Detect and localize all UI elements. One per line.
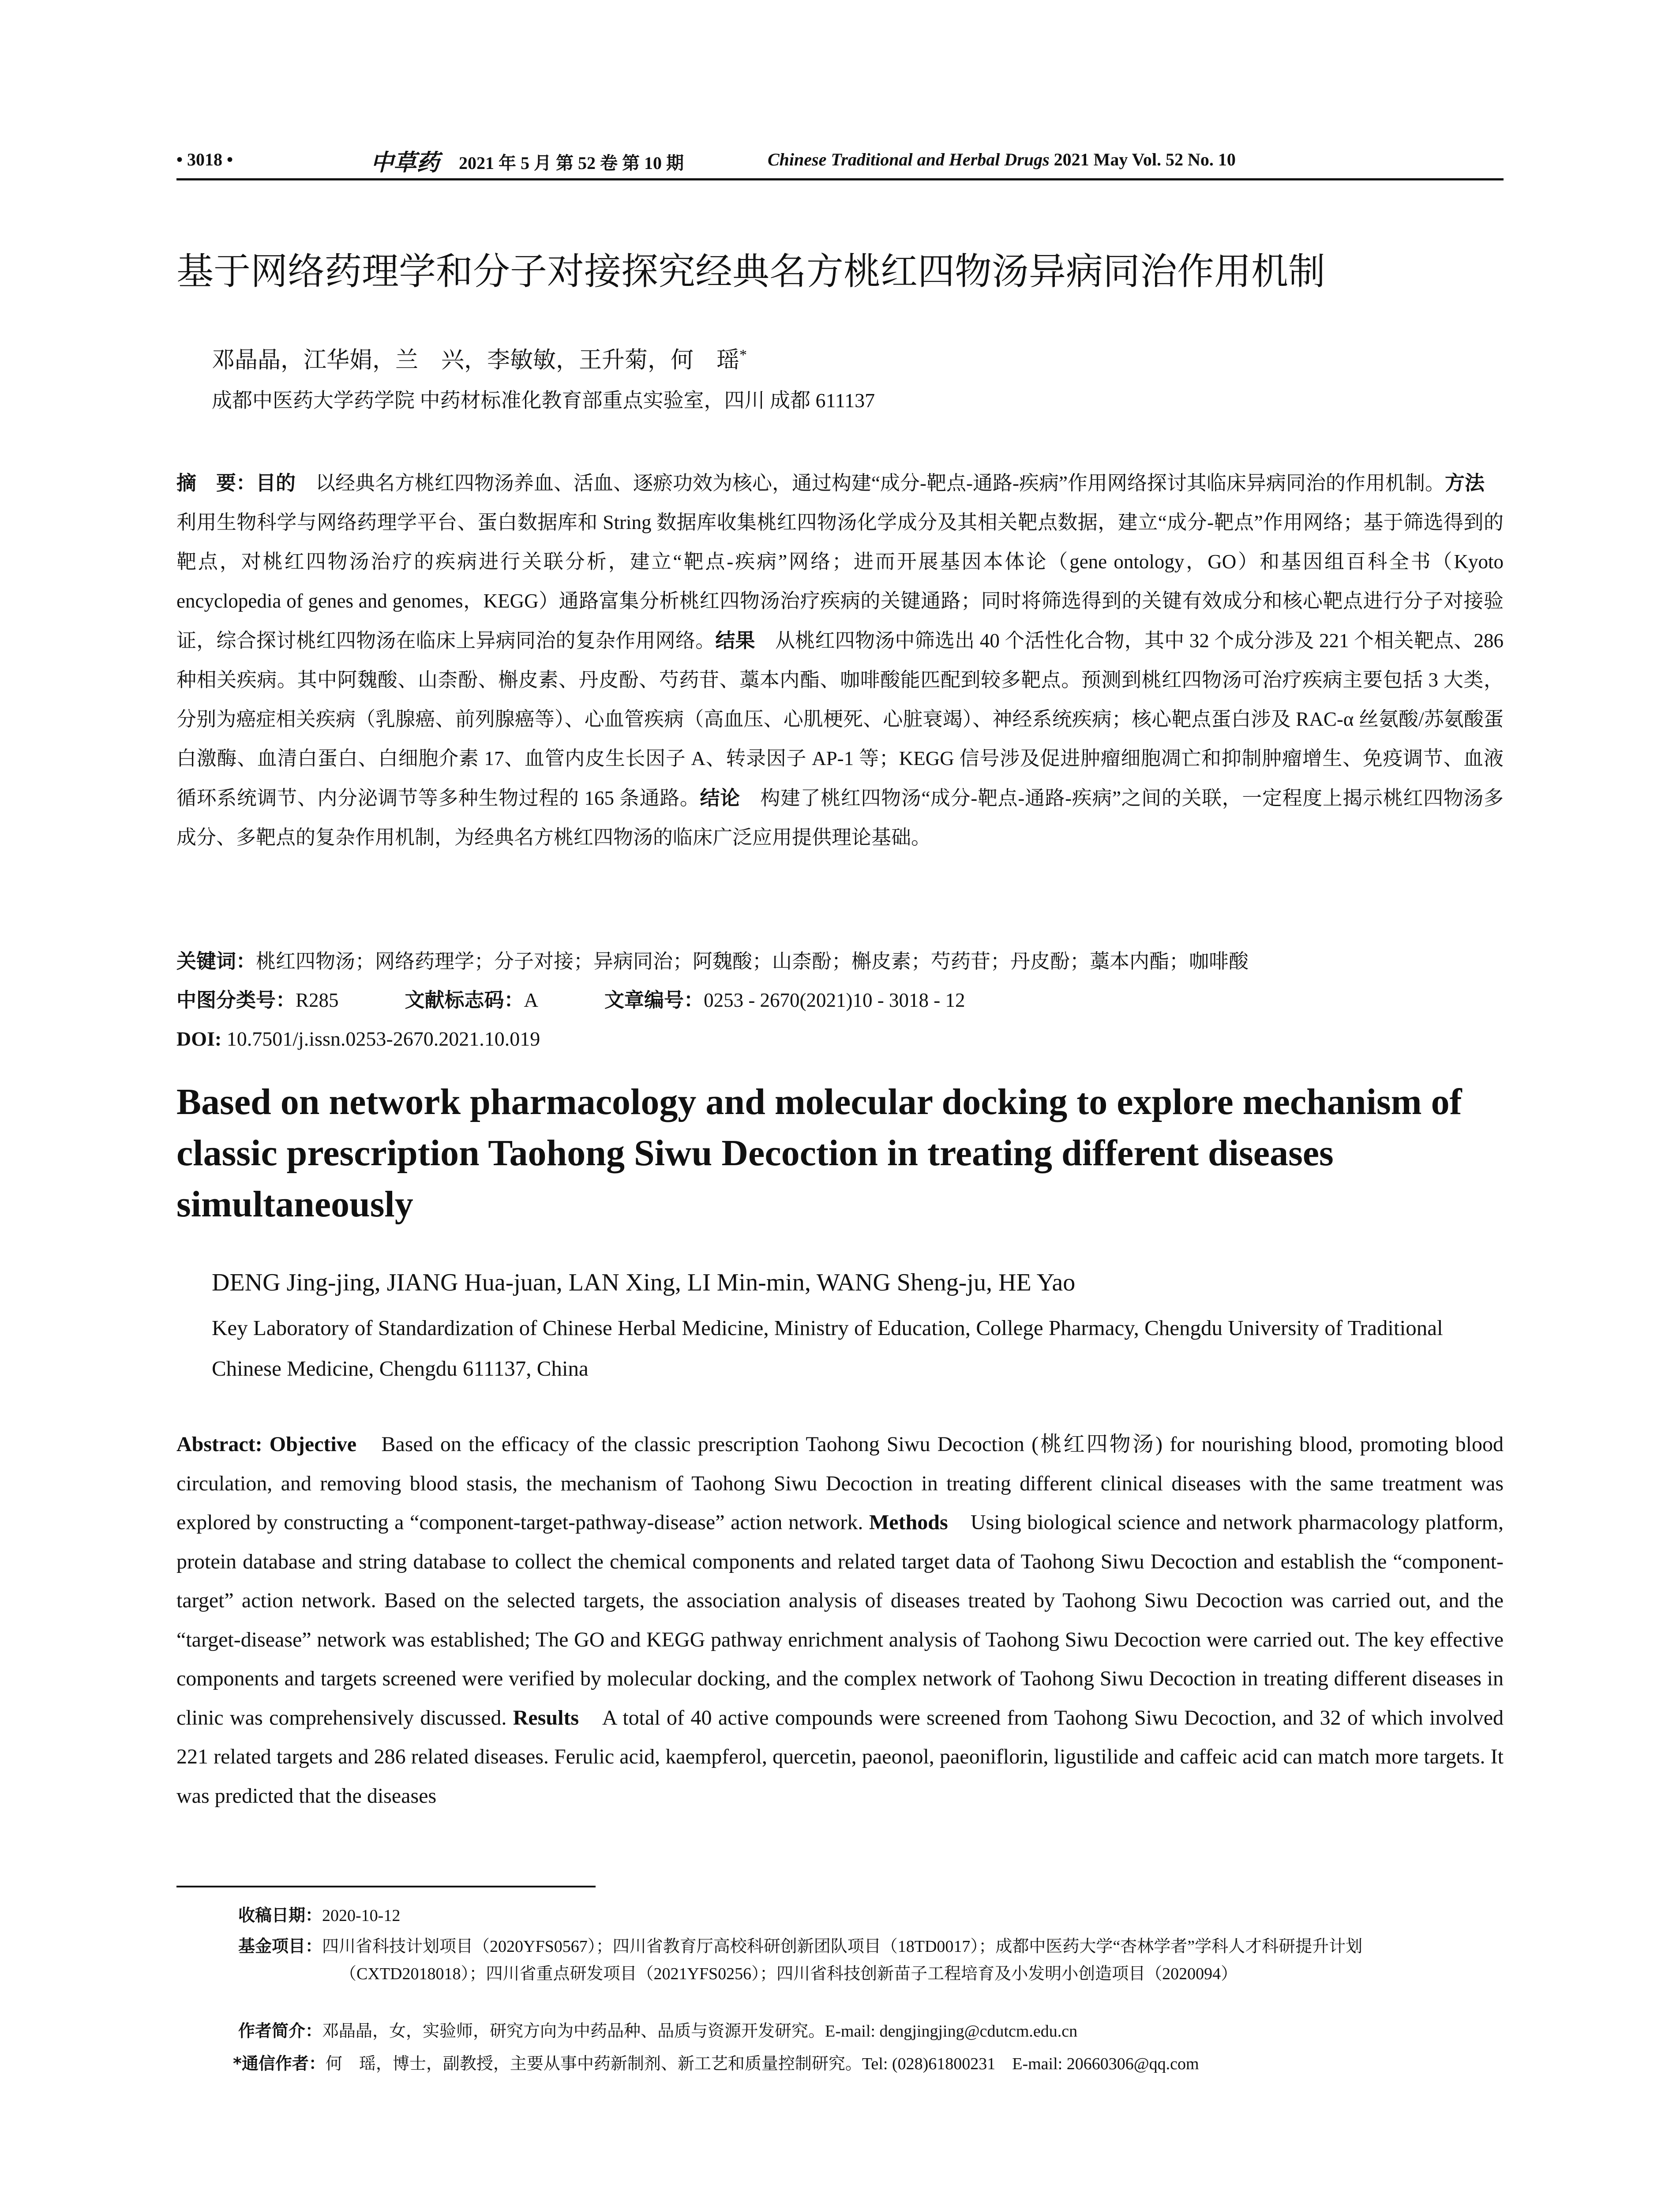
authors-en: DENG Jing-jing, JIANG Hua-juan, LAN Xing, LI Min-min, WANG Sheng-ju, HE Yao <box>212 1269 1076 1296</box>
clc-label: 中图分类号： <box>176 988 296 1012</box>
doi-line <box>176 1019 1504 1058</box>
doi-label: DOI: <box>176 1028 222 1050</box>
footnote-corresponding <box>233 2050 1199 2078</box>
corresponding-label: *通信作者： <box>233 2054 326 2073</box>
results-text-en: A total of 40 active compounds were screened from Taohong Siwu Decoction, and 32 of which involved 221 related targets and 286 related diseases. Ferulic acid, kaempferol, quercetin, paeonol, paeoniflorin, ligustilide and caffeic acid can match more targets. It was predicted that the diseases <box>176 1706 1504 1808</box>
title-cn: 基于网络药理学和分子对接探究经典名方桃红四物汤异病同治作用机制 <box>176 250 1326 293</box>
issue-volume-en: 2021 May Vol. 52 No. 10 <box>1049 150 1236 169</box>
keywords-text: 桃红四物汤；网络药理学；分子对接；异病同治；阿魏酸；山柰酚；槲皮素；芍药苷；丹皮酚；藁本内酯；咖啡酸 <box>256 950 1249 972</box>
results-label-en: Results <box>513 1706 579 1730</box>
affiliation-cn: 成都中医药大学药学院 中药材标准化教育部重点实验室，四川 成都 611137 <box>212 389 875 412</box>
funding-label: 基金项目： <box>238 1936 322 1956</box>
received-label: 收稿日期： <box>238 1906 322 1925</box>
objective-text-en: Based on the efficacy of the classic prescription Taohong Siwu Decoction (桃红四物汤) for nourishing blood, promoting blood circulation, and removing blood stasis, the mechanism of Taohong Siwu Decoction in treating different clinical diseases with the same treatment was explored by constructing a “component-target-pathway-disease” action network. <box>176 1433 1504 1534</box>
results-text-cn: 从桃红四物汤中筛选出 40 个活性化合物，其中 32 个成分涉及 221 个相关靶点、286 种相关疾病。其中阿魏酸、山柰酚、槲皮素、丹皮酚、芍药苷、藁本内酯、咖啡酸能匹配到较多靶点。预测到桃红四物汤可治疗疾病主要包括 3 大类，分别为癌症相关疾病（乳腺癌、前列腺癌等）、心血管疾病（高血压、心肌梗死、心脏衰竭）、神经系统疾病；核心靶点蛋白涉及 RAC-α 丝氨酸/苏氨酸蛋白激酶、血清白蛋白、白细胞介素 17、血管内皮生长因子 A、转录因子 AP-1 等；KEGG 信号涉及促进肿瘤细胞凋亡和抑制肿瘤增生、免疫调节、血液循环系统调节、内分泌调节等多种生物过程的 165 条通路。 <box>176 630 1504 809</box>
running-header <box>176 140 1504 183</box>
corresponding-mark: * <box>739 347 747 363</box>
footnote-funding <box>238 1932 1504 1988</box>
abstract-cn <box>176 463 1504 857</box>
issue-info-cn: 2021 年 5 月 第 52 卷 第 10 期 <box>459 153 684 173</box>
doc-code-value: A <box>524 989 539 1011</box>
methods-label-cn: 方法 <box>1444 471 1485 495</box>
article-no-label: 文章编号： <box>604 988 704 1012</box>
received-date: 2020-10-12 <box>322 1906 401 1925</box>
doi-value[interactable]: 10.7501/j.issn.0253-2670.2021.10.019 <box>221 1028 540 1050</box>
author-bio-text: 邓晶晶，女，实验师，研究方向为中药品种、品质与资源开发研究。E-mail: dengjingjing@cdutcm.edu.cn <box>322 2022 1078 2041</box>
journal-name-en: Chinese Traditional and Herbal Drugs <box>768 150 1050 169</box>
methods-label-en: Methods <box>869 1511 948 1534</box>
affiliation-en: Key Laboratory of Standardization of Chinese Herbal Medicine, Ministry of Education, College Pharmacy, Chengdu University of Traditional Chinese Medicine, Chengdu 611137, China <box>212 1316 1443 1381</box>
footnote-author-bio <box>238 2017 1077 2045</box>
corresponding-text: 何 瑶，博士，副教授，主要从事中药新制剂、新工艺和质量控制研究。Tel: (028)61800231 E-mail: 20660306@qq.com <box>325 2055 1199 2073</box>
results-label-cn: 结果 <box>715 629 755 652</box>
doc-code-label: 文献标志码： <box>405 988 524 1012</box>
author-list-cn: 邓晶晶，江华娟，兰 兴，李敏敏，王升菊，何 瑶 <box>212 348 740 373</box>
author-bio-label: 作者简介： <box>238 2021 322 2041</box>
footnote-received <box>238 1902 400 1929</box>
methods-text-en: Using biological science and network pharmacology platform, protein database and string database to collect the chemical components and related target data of Taohong Siwu Decoction and establish the “component-target” action network. Based on the selected targets, the association analysis of diseases treated by Taohong Siwu Decoction was carried out, and the “target-disease” network was established; The GO and KEGG pathway enrichment analysis of Taohong Siwu Decoction were carried out. The key effective components and targets screened were verified by molecular docking, and the complex network of Taohong Siwu Decoction in treating different diseases in clinic was comprehensively discussed. <box>176 1511 1504 1730</box>
header-rule <box>176 178 1504 180</box>
objective-label-cn: 目的 <box>256 471 296 495</box>
conclusion-text-cn: 构建了桃红四物汤“成分-靶点-通路-疾病”之间的关联，一定程度上揭示桃红四物汤多成分、多靶点的复杂作用机制，为经典名方桃红四物汤的临床广泛应用提供理论基础。 <box>176 787 1504 848</box>
clc-value: R285 <box>296 989 339 1011</box>
objective-text-cn: 以经典名方桃红四物汤养血、活血、逐瘀功效为核心，通过构建“成分-靶点-通路-疾病”作用网络探讨其临床异病同治的作用机制。 <box>296 472 1445 494</box>
abstract-en <box>176 1425 1504 1816</box>
conclusion-label-cn: 结论 <box>700 786 740 810</box>
methods-text-cn: 利用生物科学与网络药理学平台、蛋白数据库和 String 数据库收集桃红四物汤化学成分及其相关靶点数据，建立“成分-靶点”作用网络；基于筛选得到的靶点，对桃红四物汤治疗的疾病进行关联分析，建立“靶点-疾病”网络；进而开展基因本体论（gene ontology，GO）和基因组百科全书（Kyoto encyclopedia of genes and genomes，KEGG）通路富集分析桃红四物汤治疗疾病的关键通路；同时将筛选得到的关键有效成分和核心靶点进行分子对接验证，综合探讨桃红四物汤在临床上异病同治的复杂作用网络。 <box>176 472 1504 652</box>
authors-cn <box>212 340 747 376</box>
page-number: • 3018 • <box>176 150 233 169</box>
keywords-cn <box>176 942 1504 981</box>
issue-info-en <box>768 149 1236 170</box>
footnote-rule <box>176 1886 596 1887</box>
abstract-label-cn: 摘 要： <box>176 471 256 495</box>
keywords-label: 关键词： <box>176 949 256 973</box>
classification-line <box>176 980 1504 1020</box>
funding-text: 四川省科技计划项目（2020YFS0567）；四川省教育厅高校科研创新团队项目（18TD0017）；成都中医药大学“杏林学者”学科人才科研提升计划（CXTD2018018）；四川省重点研发项目（2021YFS0256）；四川省科技创新苗子工程培育及小发明小创造项目（2020094） <box>322 1937 1363 1983</box>
article-no-value: 0253 - 2670(2021)10 - 3018 - 12 <box>704 989 965 1011</box>
journal-logo: 中草药 <box>371 149 440 176</box>
abstract-label-en: Abstract: Objective <box>176 1433 357 1456</box>
title-en: Based on network pharmacology and molecular docking to explore mechanism of classic prescription Taohong Siwu Decoction in treating different diseases simultaneously <box>176 1081 1462 1225</box>
